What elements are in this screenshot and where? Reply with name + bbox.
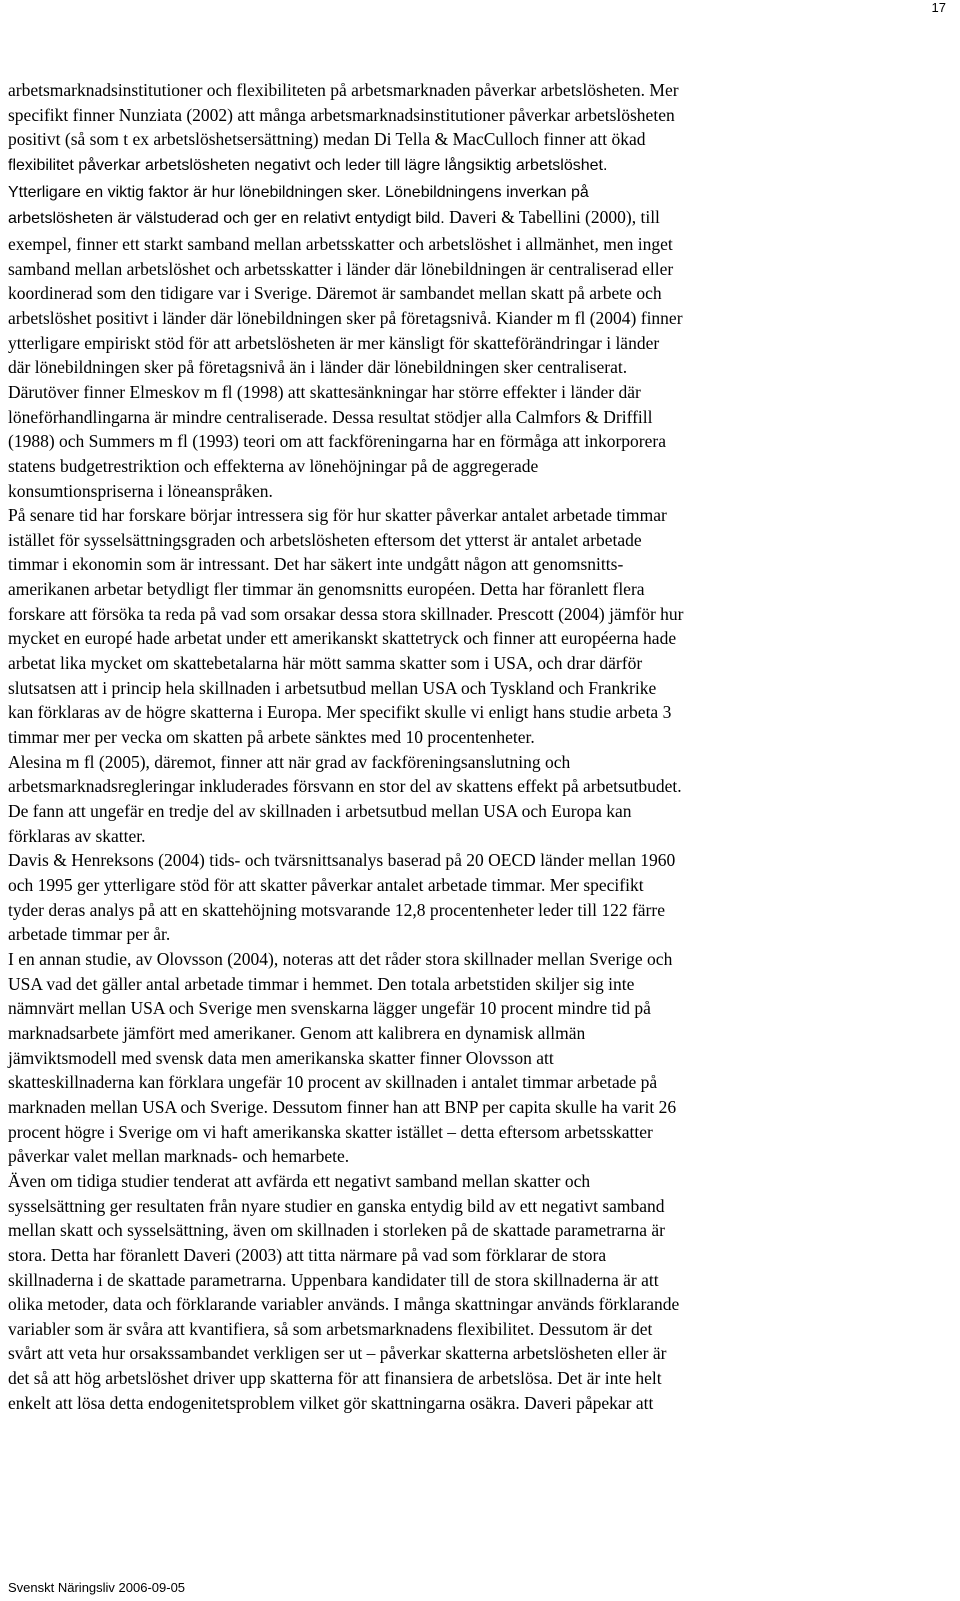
text-line-main: förklaras av skatter. [8, 825, 146, 846]
text-line-main: timmar i ekonomin som är intressant. Det har säkert inte undgått någon att genomsnitts- [8, 554, 624, 575]
text-line [8, 479, 952, 504]
text-line [8, 306, 952, 331]
text-line [8, 947, 952, 972]
text-line [8, 528, 952, 553]
text-line [8, 331, 952, 356]
text-line [8, 1218, 952, 1243]
text-line-main: I en annan studie, av Olovsson (2004), noteras att det råder stora skillnader mellan Sverige och [8, 948, 673, 969]
text-line-main: arbetslösheten är välstuderad och ger en relativt entydigt bild. [8, 210, 445, 228]
text-line-main: olika metoder, data och förklarande variabler används. I många skattningar används förklarande [8, 1294, 680, 1315]
text-line [8, 355, 952, 380]
text-line-main: svårt att veta hur orsakssambandet verkligen ser ut – påverkar skatterna arbetslösheten eller är [8, 1343, 667, 1364]
text-line [8, 232, 952, 257]
text-line [8, 552, 952, 577]
text-line-main: Därutöver finner Elmeskov m fl (1998) att skattesänkningar har större effekter i länder där [8, 381, 641, 402]
text-line-main: och 1995 ger ytterligare stöd för att skatter påverkar antalet arbetade timmar. Mer specifikt [8, 875, 644, 895]
text-line-main: skatteskillnaderna kan förklara ungefär 10 procent av skillnaden i antalet timmar arbetade på [8, 1072, 658, 1093]
text-line [8, 454, 952, 479]
text-line-main: tyder deras analys på att en skattehöjning motsvarande 12,8 procentenheter leder till 122 färre [8, 899, 665, 920]
text-line [8, 1268, 952, 1293]
text-line [8, 1391, 952, 1416]
text-line-main: statens budgetrestriktion och effekterna av lönehöjningar på de aggregerade [8, 455, 539, 476]
text-line-main: arbetade timmar per år. [8, 924, 171, 945]
text-line [8, 257, 952, 282]
text-line [8, 127, 952, 152]
text-line-main: Davis & Henreksons (2004) tids- och tvärsnittsanalys baserad på 20 OECD länder mellan 1960 [8, 850, 676, 871]
text-line [8, 1292, 952, 1317]
text-line-main: sysselsättning ger resultaten från nyare studier en ganska entydig bild av ett negativt samband [8, 1195, 665, 1216]
text-line [8, 700, 952, 725]
text-line [8, 179, 952, 206]
text-line-main: påverkar valet mellan marknads- och hemarbete. [8, 1146, 350, 1167]
text-line-main: koordinerad som den tidigare var i Sverige. Däremot är sambandet mellan skatt på arbete och [8, 283, 662, 304]
text-line-main: nämnvärt mellan USA och Sverige men svenskarna lägger ungefär 10 procent mindre tid på [8, 998, 651, 1019]
text-line [8, 1169, 952, 1194]
text-line [8, 1095, 952, 1120]
text-line [8, 676, 952, 701]
text-line-rest: Daveri & Tabellini (2000), till [444, 207, 660, 228]
text-line [8, 602, 952, 627]
text-line [8, 152, 952, 179]
text-line [8, 972, 952, 997]
text-line-main: arbetat lika mycket om skattebetalarna här mött samma skatter som i USA, och drar därför [8, 653, 643, 674]
text-line [8, 1070, 952, 1095]
text-line-main: Ytterligare en viktig faktor är hur lönebildningen sker. Lönebildningens inverkan på [8, 183, 589, 201]
text-line [8, 205, 952, 232]
text-line-main: På senare tid har forskare börjar intressera sig för hur skatter påverkar antalet arbetade timmar [8, 505, 667, 526]
text-line-main: Alesina m fl (2005), däremot, finner att när grad av fackföreningsanslutning och [8, 751, 571, 772]
text-line [8, 103, 952, 128]
text-line [8, 1144, 952, 1169]
text-line-main: kan förklaras av de högre skatterna i Europa. Mer specifikt skulle vi enligt hans studie arbeta 3 [8, 702, 672, 723]
text-line [8, 824, 952, 849]
text-line-main: ytterligare empiriskt stöd för att arbetslösheten är mer känsligt för skatteförändringar i länder [8, 332, 660, 353]
text-line-main: enkelt att lösa detta endogenitetsproblem vilket gör skattningarna osäkra. Daveri påpekar att [8, 1392, 654, 1413]
text-line-main: timmar mer per vecka om skatten på arbete sänktes med 10 procentenheter. [8, 727, 535, 748]
text-line [8, 577, 952, 602]
text-line-main: flexibilitet påverkar arbetslösheten negativt och leder till lägre långsiktig arbetslöshet. [8, 156, 608, 174]
text-line-main: skillnaderna i de skattade parametrarna. Uppenbara kandidater till de stora skillnaderna är att [8, 1269, 659, 1290]
text-line-main: (1988) och Summers m fl (1993) teori om att fackföreningarna har en förmåga att inkorporera [8, 431, 666, 452]
body-text [8, 78, 952, 1415]
text-line [8, 78, 952, 103]
text-line-main: mellan skatt och sysselsättning, även om skillnaden i storleken på de skattade parametrarna är [8, 1220, 666, 1241]
text-line [8, 750, 952, 775]
text-line [8, 380, 952, 405]
text-line-main: istället för sysselsättningsgraden och arbetslösheten eftersom det ytterst är antalet arbetade [8, 529, 642, 550]
text-line [8, 1243, 952, 1268]
text-line [8, 873, 952, 898]
text-line [8, 1120, 952, 1145]
text-line-main: arbetsmarknadsregleringar inkluderades försvann en stor del av skattens effekt på arbetsutbudet. [8, 776, 682, 797]
text-line-main: procent högre i Sverige om vi haft amerikanska skatter istället – detta eftersom arbetsskatter [8, 1121, 653, 1142]
text-line [8, 503, 952, 528]
text-line [8, 1317, 952, 1342]
text-line [8, 1341, 952, 1366]
page-number: 17 [931, 0, 946, 15]
text-line-main: löneförhandlingarna är mindre centraliserade. Dessa resultat stödjer alla Calmfors & Driffill [8, 406, 653, 427]
text-line [8, 1046, 952, 1071]
text-line-main: De fann att ungefär en tredje del av skillnaden i arbetsutbud mellan USA och Europa kan [8, 801, 632, 822]
text-line [8, 922, 952, 947]
text-line [8, 429, 952, 454]
text-line-main: exempel, finner ett starkt samband mellan arbetsskatter och arbetslöshet i allmänhet, men inget [8, 233, 673, 254]
text-line [8, 1194, 952, 1219]
text-line-main: mycket en europé hade arbetat under ett amerikanskt skattetryck och finner att européerna hade [8, 628, 677, 649]
text-line [8, 1021, 952, 1046]
text-line [8, 651, 952, 676]
text-line-main: samband mellan arbetslöshet och arbetsskatter i länder där lönebildningen är centraliserad eller [8, 258, 674, 279]
text-line-main: där lönebildningen sker på företagsnivå än i länder där lönebildningen sker centraliserat. [8, 357, 628, 378]
text-line [8, 799, 952, 824]
text-line [8, 774, 952, 799]
text-line-main: positivt (så som t ex arbetslöshetsersättning) medan Di Tella & MacCulloch finner att ökad [8, 129, 646, 150]
text-line [8, 898, 952, 923]
text-line-main: USA vad det gäller antal arbetade timmar i hemmet. Den totala arbetstiden skiljer sig inte [8, 973, 635, 994]
text-line [8, 1366, 952, 1391]
text-line [8, 626, 952, 651]
text-line-main: marknadsarbete jämfört med amerikaner. Genom att kalibrera en dynamisk allmän [8, 1022, 586, 1043]
text-line-main: jämviktsmodell med svensk data men amerikanska skatter finner Olovsson att [8, 1047, 554, 1068]
text-line-main: marknaden mellan USA och Sverige. Dessutom finner han att BNP per capita skulle ha varit 26 [8, 1096, 677, 1117]
text-line-main: Även om tidiga studier tenderat att avfärda ett negativt samband mellan skatter och [8, 1170, 591, 1191]
text-line-main: stora. Detta har föranlett Daveri (2003) att titta närmare på vad som förklarar de stora [8, 1244, 607, 1265]
text-line-main: det så att hög arbetslöshet driver upp skatterna för att finansiera de arbetslösa. Det är inte helt [8, 1368, 662, 1389]
text-line [8, 848, 952, 873]
text-line-main: konsumtionspriserna i löneanspråken. [8, 480, 273, 501]
footer: Svenskt Näringsliv 2006-09-05 [8, 1580, 186, 1595]
text-line-main: specifikt finner Nunziata (2002) att många arbetsmarknadsinstitutioner påverkar arbetslösheten [8, 104, 675, 125]
text-line [8, 996, 952, 1021]
text-line-main: arbetsmarknadsinstitutioner och flexibiliteten på arbetsmarknaden påverkar arbetslösheten. Mer [8, 80, 679, 100]
text-line-main: arbetslöshet positivt i länder där lönebildningen sker på företagsnivå. Kiander m fl (2004) finner [8, 307, 683, 328]
text-line-main: amerikanen arbetar betydligt fler timmar än genomsnitts européen. Detta har föranlett flera [8, 579, 645, 600]
text-line-main: forskare att försöka ta reda på vad som orsakar dessa stora skillnader. Prescott (2004) jämför hur [8, 603, 684, 624]
text-line-main: variabler som är svåra att kvantifiera, så som arbetsmarknadens flexibilitet. Dessutom är det [8, 1318, 653, 1339]
text-line [8, 281, 952, 306]
text-line [8, 405, 952, 430]
text-line [8, 725, 952, 750]
text-line-main: slutsatsen att i princip hela skillnaden i arbetsutbud mellan USA och Tyskland och Frankrike [8, 677, 657, 698]
